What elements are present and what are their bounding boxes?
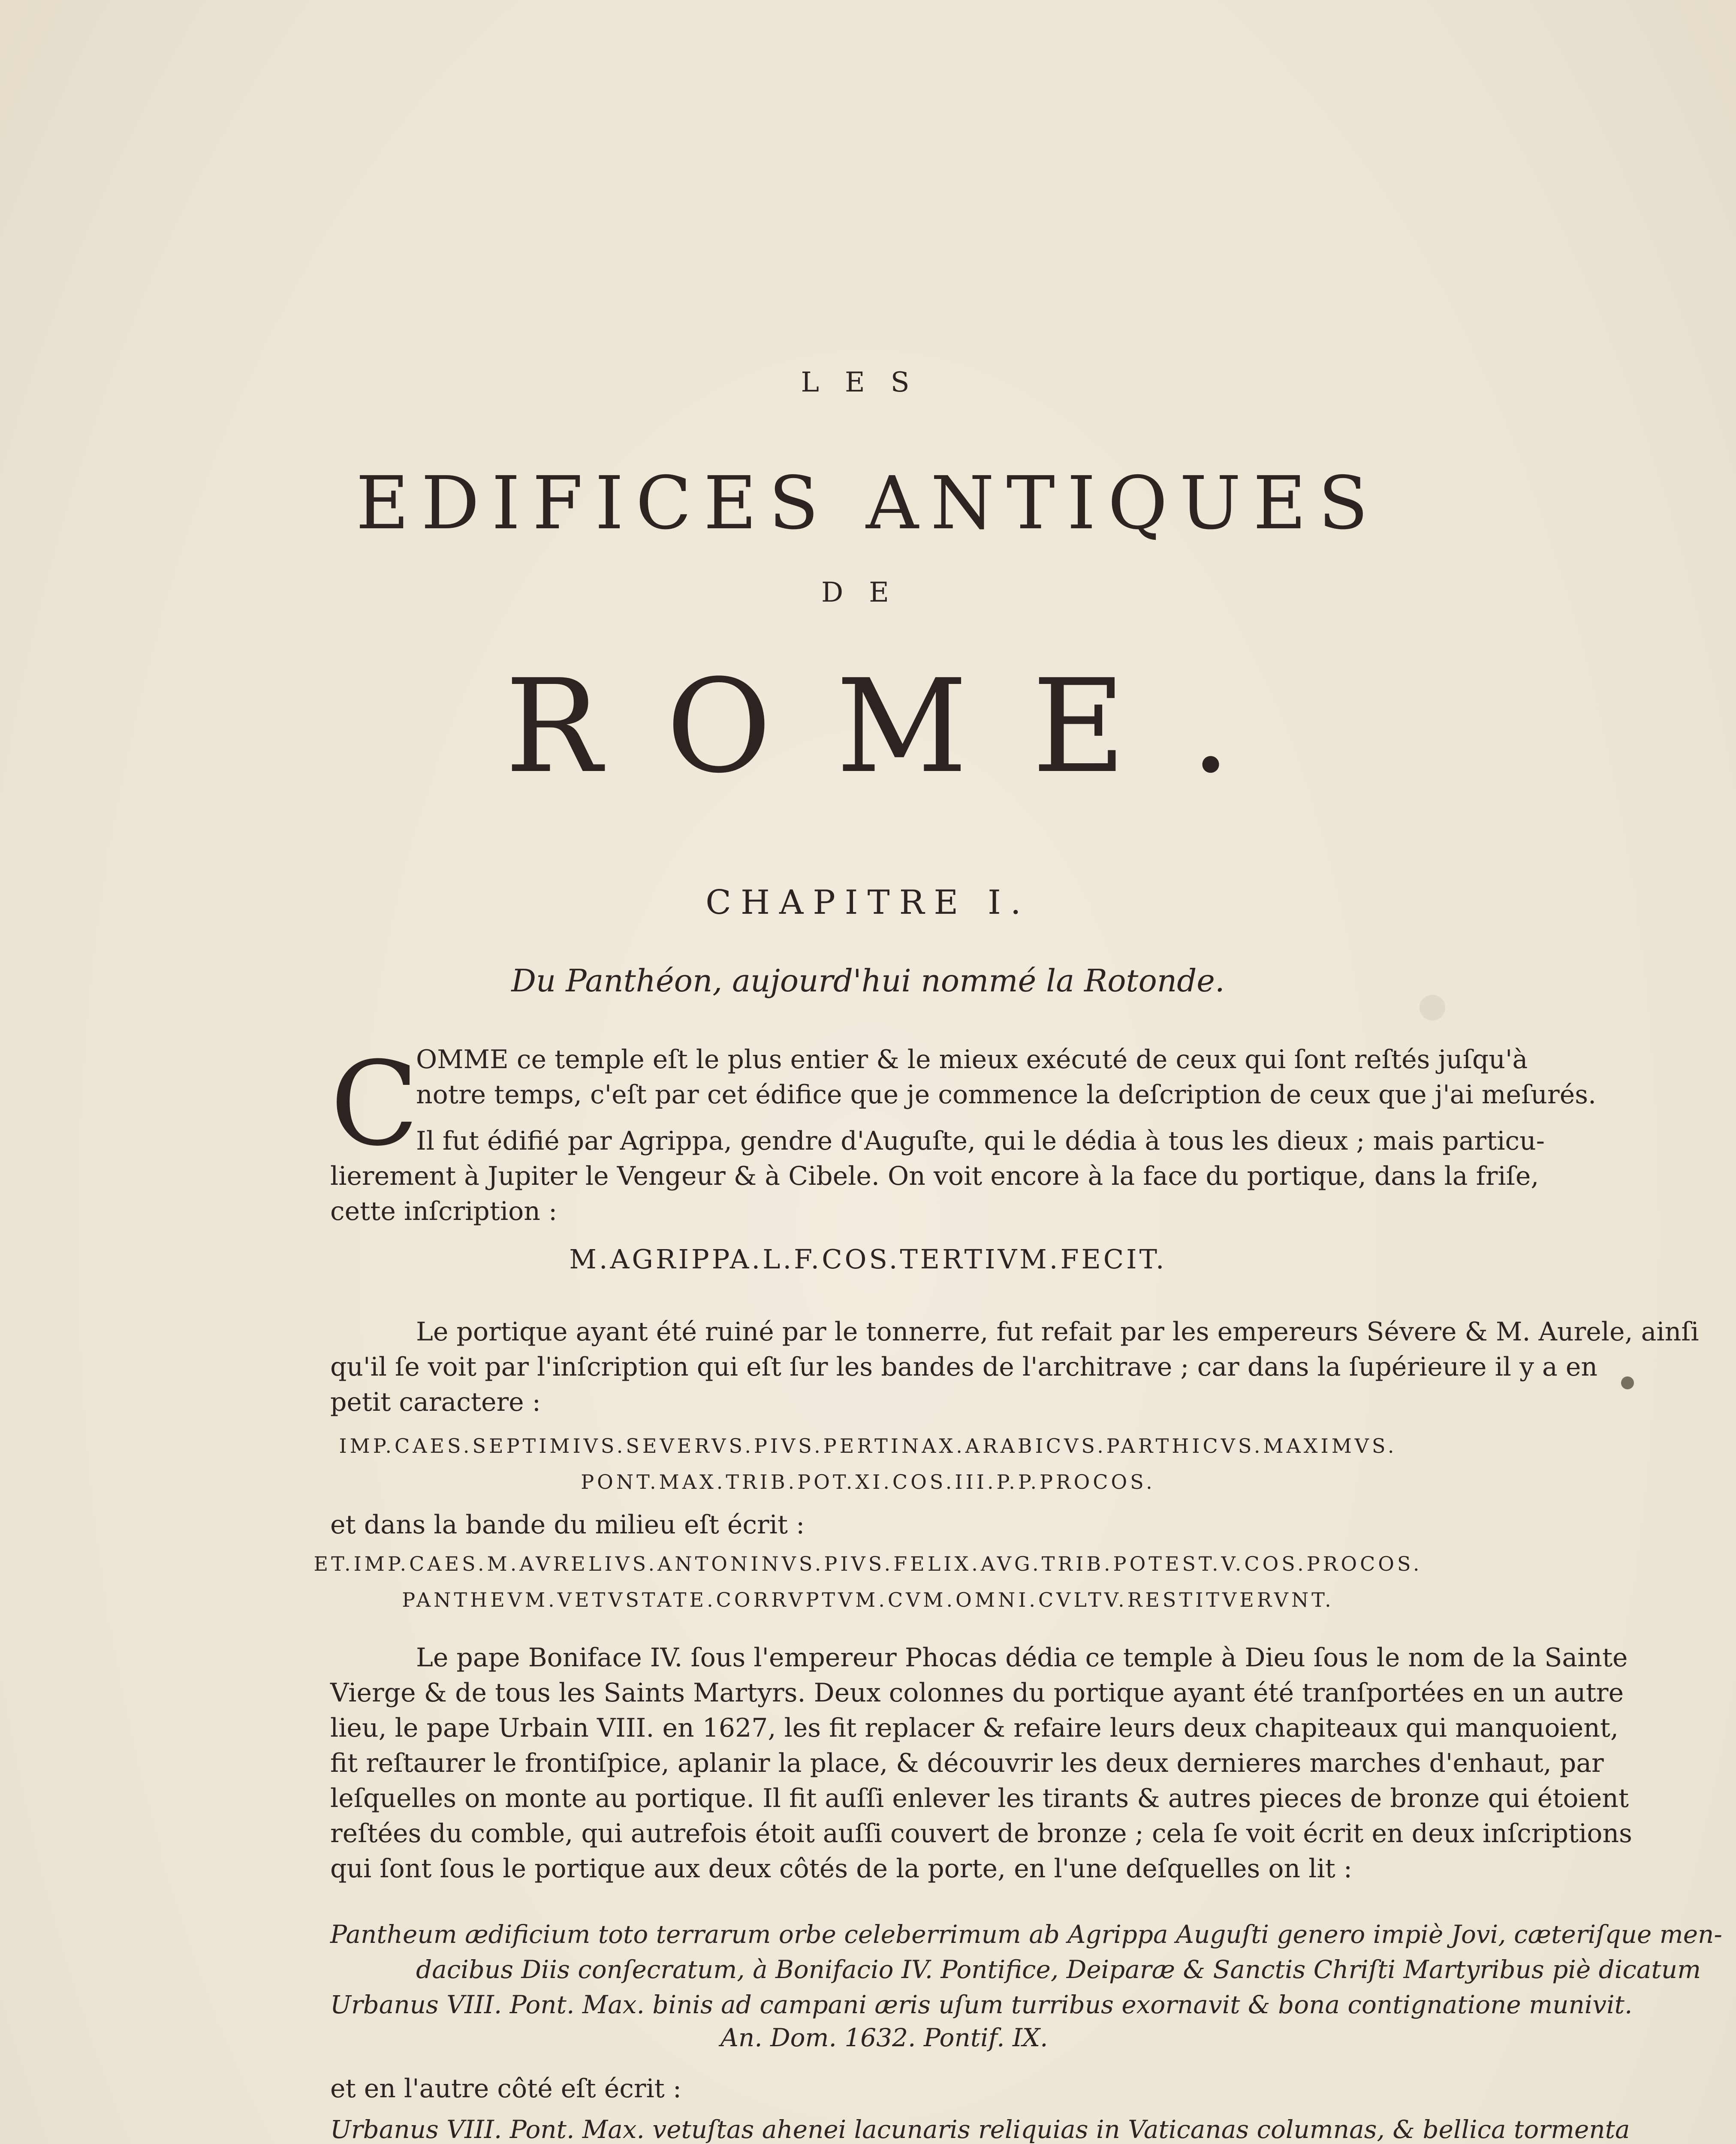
title-edifices-antiques: EDIFICES ANTIQUES	[356, 461, 1380, 546]
foxing-stain	[1621, 1376, 1634, 1389]
text-line: Le portique ayant été ruiné par le tonnerre, fut refait par les empereurs Sévere & M. Aurele, ainſi	[416, 1317, 1699, 1347]
latin-inscription-1	[330, 1917, 1722, 2022]
inscription-frieze: M.AGRIPPA.L.F.COS.TERTIVM.FECIT.	[569, 1244, 1167, 1275]
text-line: qu'il ſe voit par l'inſcription qui eſt ſur les bandes de l'architrave ; car dans la ſupérieure il y a en	[330, 1352, 1598, 1382]
title-les: LES	[801, 367, 935, 398]
inscription-date-1: An. Dom. 1632. Pontif. IX.	[720, 2023, 1048, 2052]
title-de: DE	[821, 577, 915, 608]
text-line: et en l'autre côté eſt écrit :	[330, 2074, 682, 2104]
text-line: lierement à Jupiter le Vengeur & à Cibele. On voit encore à la face du portique, dans la friſe,	[330, 1161, 1539, 1191]
paragraph-3	[330, 1314, 1699, 1420]
text-line: dacibus Diis conſecratum, à Bonifacio IV. Pontifice, Deiparæ & Sanctis Chriſti Martyribus piè dicatum	[416, 1955, 1701, 1984]
foxing-stain	[1420, 995, 1445, 1021]
text-line: OMME ce temple eſt le plus entier & le mieux exécuté de ceux qui ſont reſtés juſqu'à	[416, 1045, 1528, 1075]
text-line: leſquelles on monte au portique. Il fit auſſi enlever les tirants & autres pieces de bronze qui étoient	[330, 1783, 1629, 1813]
text-line: Pantheum ædificium toto terrarum orbe celeberrimum ab Agrippa Auguſti genero impiè Jovi, cæteriſque men-	[330, 1920, 1722, 1949]
text-line: Il fut édifié par Agrippa, gendre d'Auguſte, qui le dédia à tous les dieux ; mais particu-	[416, 1126, 1545, 1156]
title-rome: ROME.	[505, 652, 1296, 801]
text-line: petit caractere :	[330, 1387, 541, 1417]
inscription-line: IMP.CAES.SEPTIMIVS.SEVERVS.PIVS.PERTINAX.ARABICVS.PARTHICVS.MAXIMVS.	[339, 1434, 1397, 1457]
chapter-subtitle: Du Panthéon, aujourd'hui nommé la Rotonde.	[511, 963, 1225, 999]
drop-cap: C	[330, 1036, 419, 1171]
text-line: qui ſont ſous le portique aux deux côtés de la porte, en l'une deſquelles on lit :	[330, 1854, 1353, 1884]
text-line: cette inſcription :	[330, 1196, 558, 1226]
paragraph-4	[330, 1507, 1484, 1542]
text-line: notre temps, c'eſt par cet édifice que je commence la deſcription de ceux que j'ai meſurés.	[416, 1080, 1597, 1110]
text-line: et dans la bande du milieu eſt écrit :	[330, 1510, 805, 1540]
inscription-architrave-upper	[0, 1428, 1736, 1500]
paragraph-1	[416, 1042, 1597, 1112]
latin-inscription-2	[330, 2112, 1630, 2144]
text-line: Urbanus VIII. Pont. Max. binis ad campani æris uſum turribus exornavit & bona contignatione munivit.	[330, 1990, 1633, 2019]
text-line: reſtées du comble, qui autrefois étoit auſſi couvert de bronze ; cela ſe voit écrit en deux inſcriptions	[330, 1819, 1632, 1849]
paragraph-2	[330, 1123, 1545, 1229]
text-line: Urbanus VIII. Pont. Max. vetuſtas ahenei lacunaris reliquias in Vaticanas columnas, & bellica tormenta	[330, 2115, 1630, 2144]
inscription-line: ET.IMP.CAES.M.AVRELIVS.ANTONINVS.PIVS.FELIX.AVG.TRIB.POTEST.V.COS.PROCOS.	[313, 1552, 1423, 1575]
inscription-line: PANTHEVM.VETVSTATE.CORRVPTVM.CVM.OMNI.CVLTV.RESTITVERVNT.	[402, 1588, 1334, 1611]
paragraph-6	[330, 2071, 1484, 2106]
chapter-heading: CHAPITRE I.	[705, 883, 1031, 922]
text-line: Vierge & de tous les Saints Martyrs. Deux colonnes du portique ayant été tranſportées en un autre	[330, 1678, 1624, 1708]
text-line: fit reſtaurer le frontiſpice, aplanir la place, & découvrir les deux dernieres marches d'enhaut, par	[330, 1748, 1604, 1778]
paragraph-5	[330, 1640, 1632, 1886]
text-line: lieu, le pape Urbain VIII. en 1627, les fit replacer & refaire leurs deux chapiteaux qui manquoient,	[330, 1713, 1619, 1743]
inscription-architrave-middle	[0, 1546, 1736, 1618]
text-line: Le pape Boniface IV. ſous l'empereur Phocas dédia ce temple à Dieu ſous le nom de la Sainte	[416, 1643, 1628, 1673]
inscription-line: PONT.MAX.TRIB.POT.XI.COS.III.P.P.PROCOS.	[581, 1470, 1155, 1494]
